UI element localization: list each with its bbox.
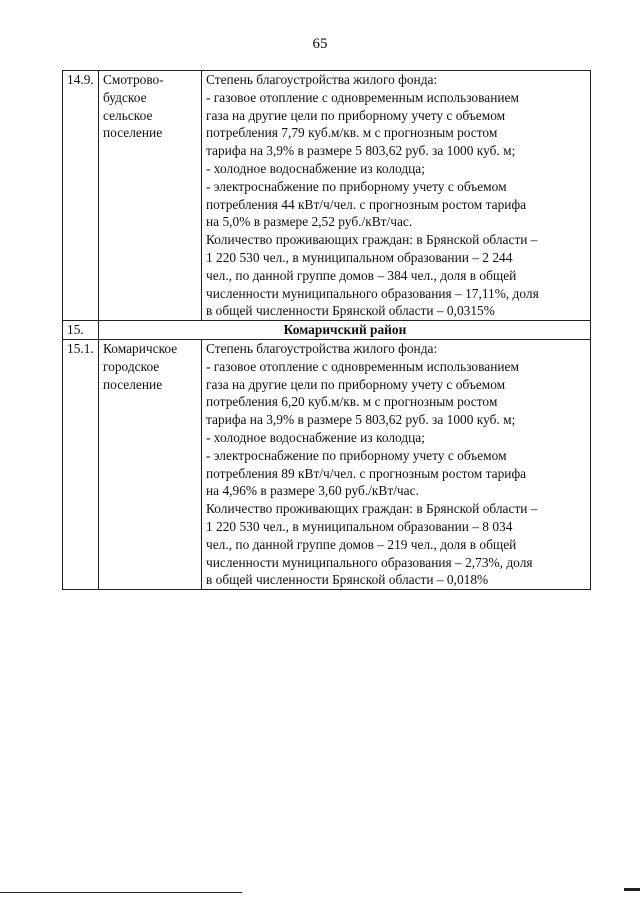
settlement-name-line: Смотрово- — [103, 72, 164, 87]
description-line: 1 220 530 чел., в муниципальном образовании – 8 034 — [206, 518, 513, 534]
description-line: чел., по данной группе домов – 219 чел., доля в общей — [206, 536, 517, 552]
table-body — [63, 71, 591, 590]
row-number: 15.1. — [63, 339, 99, 589]
settlements-table — [62, 70, 591, 590]
description-line: на 4,96% в размере 3,60 руб./кВт/час. — [206, 483, 419, 499]
row-number: 14.9. — [63, 71, 99, 321]
description-line: численности муниципального образования – 2,73%, доля — [206, 554, 533, 570]
description-line: на 5,0% в размере 2,52 руб./кВт/час. — [206, 214, 413, 230]
description-line: тарифа на 3,9% в размере 5 803,62 руб. за 1000 куб. м; — [206, 143, 516, 159]
description-line: в общей численности Брянской области – 0,018% — [206, 572, 489, 588]
margin-mark — [624, 888, 640, 891]
description-line: Степень благоустройства жилого фонда: — [206, 72, 438, 87]
description-line: Количество проживающих граждан: в Брянской области – — [206, 501, 538, 517]
description-line: - электроснабжение по приборному учету с объемом — [206, 178, 507, 194]
housing-description — [202, 339, 591, 589]
description-line: потребления 44 кВт/ч/чел. с прогнозным ростом тарифа — [206, 196, 527, 212]
description-line: тарифа на 3,9% в размере 5 803,62 руб. за 1000 куб. м; — [206, 412, 516, 428]
table-row — [63, 71, 591, 321]
description-line: потребления 7,79 куб.м/кв. м с прогнозным ростом — [206, 125, 498, 141]
description-line: Степень благоустройства жилого фонда: — [206, 340, 438, 356]
settlement-name — [99, 71, 202, 321]
description-line: потребления 89 кВт/ч/чел. с прогнозным ростом тарифа — [206, 465, 527, 481]
settlement-name-line: сельское — [103, 107, 153, 123]
settlement-name-line: поселение — [103, 376, 163, 392]
description-line: в общей численности Брянской области – 0,0315% — [206, 303, 495, 319]
region-row — [63, 321, 591, 340]
description-line: газа на другие цели по приборному учету с объемом — [206, 376, 506, 392]
description-line: - электроснабжение по приборному учету с объемом — [206, 447, 507, 463]
description-line: чел., по данной группе домов – 384 чел., доля в общей — [206, 267, 517, 283]
table-row — [63, 339, 591, 589]
description-line: потребления 6,20 куб.м/кв. м с прогнозным ростом — [206, 394, 498, 410]
housing-description — [202, 71, 591, 321]
description-line: газа на другие цели по приборному учету с объемом — [206, 107, 506, 123]
description-line: численности муниципального образования – 17,11%, доля — [206, 285, 539, 301]
region-title: Комаричский район — [99, 321, 591, 340]
settlement-name-line: Комаричское — [103, 340, 178, 356]
description-line: - газовое отопление с одновременным использованием — [206, 358, 519, 374]
bottom-rule — [0, 892, 242, 893]
settlement-name-line: поселение — [103, 125, 163, 141]
description-line: Количество проживающих граждан: в Брянской области – — [206, 232, 538, 248]
description-line: - холодное водоснабжение из колодца; — [206, 429, 425, 445]
settlement-name-line: будское — [103, 89, 147, 105]
settlement-name-line: городское — [103, 358, 160, 374]
description-line: 1 220 530 чел., в муниципальном образовании – 2 244 — [206, 249, 513, 265]
page-number: 65 — [312, 36, 328, 52]
settlement-name — [99, 339, 202, 589]
description-line: - газовое отопление с одновременным использованием — [206, 89, 519, 105]
description-line: - холодное водоснабжение из колодца; — [206, 160, 425, 176]
row-number: 15. — [63, 321, 99, 340]
